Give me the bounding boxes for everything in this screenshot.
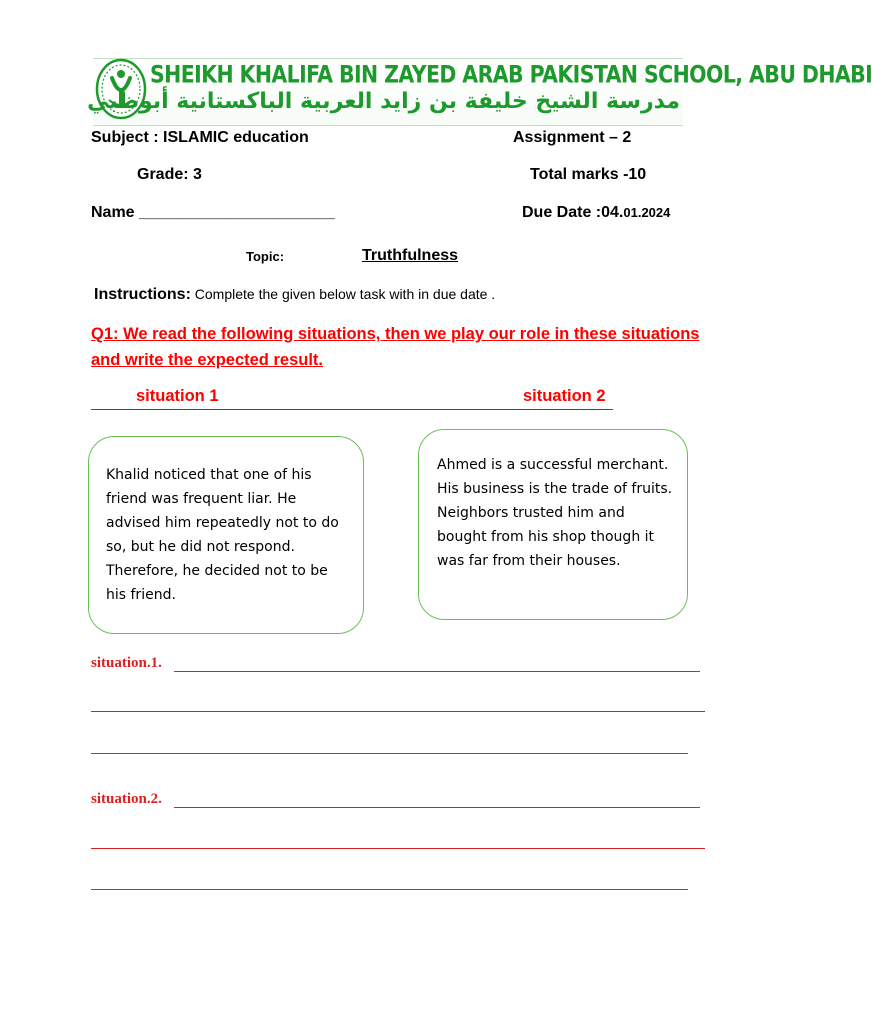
instructions [94,286,495,304]
answer-2-line-3[interactable] [91,889,688,890]
situation-2-box: Ahmed is a successful merchant. His business is the trade of fruits. Neighbors trusted him and bought from his shop though it was far from their houses. [418,429,688,620]
total-marks-label: Total marks -10 [530,166,647,183]
due-date-suffix: 01.2024 [623,205,671,220]
due-date-prefix: Due Date :04. [522,204,624,221]
due-date-label [522,204,670,222]
instructions-label: Instructions: [94,286,191,303]
instructions-text: Complete the given below task with in due date . [190,286,496,302]
situation-1-heading: situation 1 [136,387,219,405]
answer-1-line-1[interactable] [174,671,700,672]
subject-label: Subject : ISLAMIC education [91,129,309,146]
situation-2-heading: situation 2 [523,387,606,405]
answer-2-line-2[interactable] [91,848,705,849]
school-name-english: SHEIKH KHALIFA BIN ZAYED ARAB PAKISTAN SCHOOL, ABU DHABI [150,60,872,89]
topic-label: Topic: [246,249,285,264]
school-name-arabic: مدرسة الشيخ خليفة بن زايد العربية الباكستانية أبوظبي [87,89,680,114]
topic-title: Truthfulness [362,247,459,264]
answer-1-label: situation.1. [91,655,162,671]
situation-headings [91,387,613,410]
assignment-label: Assignment – 2 [513,129,632,146]
answer-1-line-3[interactable] [91,753,688,754]
answer-1-line-2[interactable] [91,711,705,712]
name-field: Name ______________________ [91,204,335,221]
answer-2-label: situation.2. [91,791,162,807]
grade-label: Grade: 3 [137,166,202,183]
question-1: Q1: We read the following situations, then we play our role in these situations and write the expected result. [91,325,700,369]
answer-2-line-1[interactable] [174,807,700,808]
situation-1-box: Khalid noticed that one of his friend was frequent liar. He advised him repeatedly not to do so, but he did not respond. Therefore, he decided not to be his friend. [88,436,364,634]
